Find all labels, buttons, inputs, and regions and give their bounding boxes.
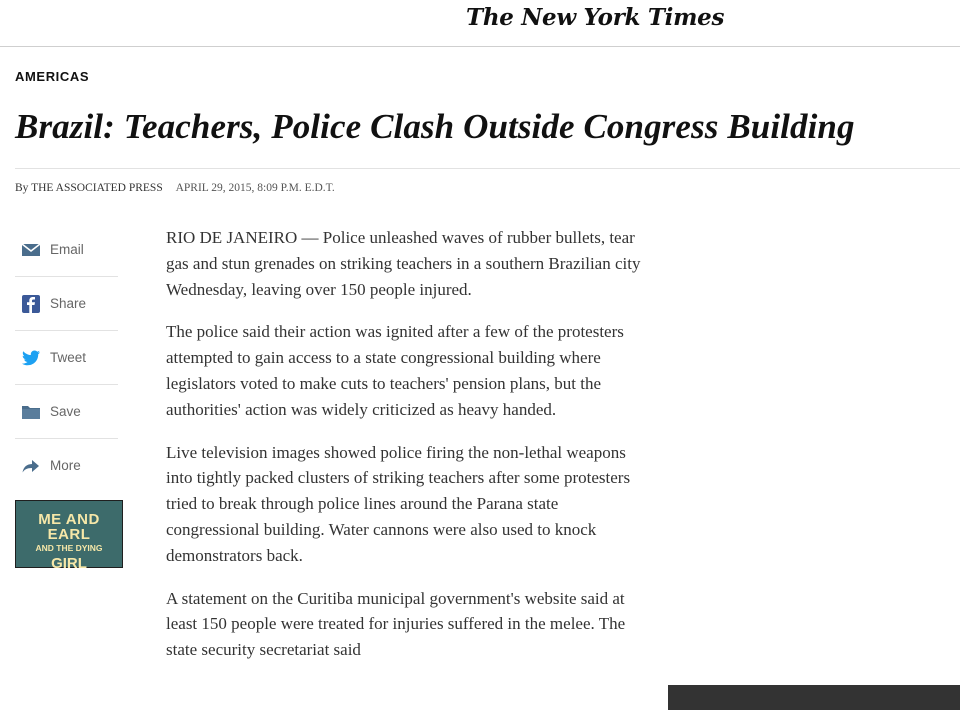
- more-share-button[interactable]: [15, 439, 118, 492]
- share-twitter-button[interactable]: [15, 331, 118, 385]
- twitter-icon: [21, 349, 41, 367]
- ad-title-line-2: AND THE DYING: [35, 543, 103, 553]
- ad-title-line-3: GIRL: [51, 554, 87, 572]
- save-button[interactable]: [15, 385, 118, 439]
- article-paragraph: A statement on the Curitiba municipal government's website said at least 150 people were treated for injuries suffered in the melee. The state security secretariat said: [166, 588, 626, 660]
- save-label: Save: [50, 404, 81, 419]
- share-arrow-icon: [21, 457, 41, 475]
- article-paragraph: RIO DE JANEIRO — Police unleashed waves of rubber bullets, tear gas and stun grenades on striking teachers in a southern Brazilian city Wednesday, leaving over 150 people injured.: [166, 228, 641, 299]
- share-email-button[interactable]: [15, 223, 118, 277]
- byline-date: APRIL 29, 2015, 8:09 P.M. E.D.T.: [175, 182, 335, 194]
- article-body: [166, 225, 644, 680]
- share-tools: [15, 223, 118, 492]
- article-paragraph: Live television images showed police firing the non-lethal weapons into tightly packed clusters of striking teachers after some protesters tried to break through police lines around the Parana state congressional building. Water cannons were also used to knock demonstrators back.: [166, 442, 631, 565]
- masthead: [0, 0, 960, 47]
- article-headline: Brazil: Teachers, Police Clash Outside Congress Building: [15, 107, 855, 146]
- share-facebook-label: Share: [50, 296, 87, 311]
- byline-author: By THE ASSOCIATED PRESS: [15, 182, 163, 194]
- nyt-logo[interactable]: The New York Times: [466, 4, 725, 31]
- headline-divider: [15, 168, 960, 169]
- share-email-label: Email: [50, 242, 84, 257]
- folder-icon: [21, 403, 41, 421]
- section-label[interactable]: AMERICAS: [15, 69, 90, 84]
- share-facebook-button[interactable]: [15, 277, 118, 331]
- email-icon: [21, 241, 41, 259]
- bottom-dark-bar: [668, 685, 960, 710]
- more-label: More: [50, 458, 81, 473]
- ad-title-line-1: ME AND EARL: [38, 511, 100, 543]
- advertisement[interactable]: [15, 500, 123, 572]
- article-paragraph: The police said their action was ignited after a few of the protesters attempted to gain access to a state congressional building where legislators voted to make cuts to teachers' pension plans, but the authorities' action was widely criticized as heavy handed.: [166, 322, 624, 419]
- share-twitter-label: Tweet: [50, 350, 87, 365]
- byline: [15, 182, 335, 194]
- facebook-icon: [21, 295, 41, 313]
